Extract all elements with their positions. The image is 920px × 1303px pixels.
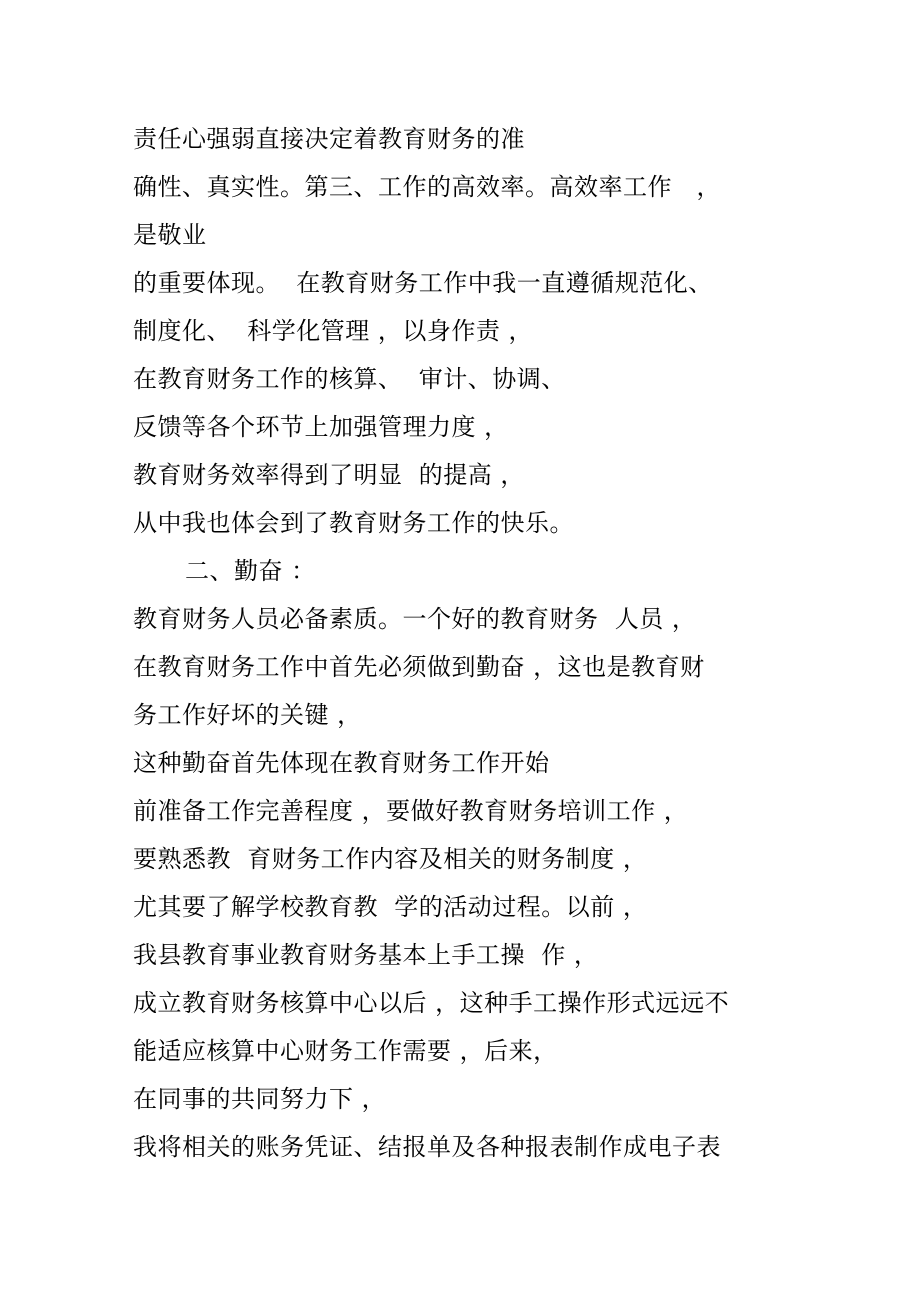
text-line: 我县教育事业教育财务基本上手工操 作 ，: [133, 941, 599, 969]
text-line: 教育财务效率得到了明显 的提高 ，: [133, 461, 525, 489]
text-line: 在教育财务工作的核算、 审计、协调、: [133, 365, 566, 393]
text-line: 责任心强弱直接决定着教育财务的准: [133, 125, 525, 153]
text-line: 是敬业: [133, 221, 207, 249]
text-line: 前准备工作完善程度 ，要做好教育财务培训工作 ，: [133, 797, 689, 825]
text-line: 在教育财务工作中首先必须做到勤奋 ，这也是教育财: [133, 653, 705, 681]
text-line: 尤其要了解学校教育教 学的活动过程。以前 ，: [133, 893, 648, 921]
text-line: 我将相关的账务凭证、结报单及各种报表制作成电子表: [133, 1133, 721, 1161]
text-line: 的重要体现。 在教育财务工作中我一直遵循规范化、: [133, 269, 713, 297]
text-line: 这种勤奋首先体现在教育财务工作开始: [133, 749, 550, 777]
text-line: 能适应核算中心财务工作需要 ，后来，: [133, 1037, 558, 1065]
text-line: 制度化、 科学化管理 ，以身作责 ，: [133, 317, 534, 345]
document-body: [133, 115, 833, 1171]
text-line: 教育财务人员必备素质。一个好的教育财务 人员 ，: [133, 605, 697, 633]
text-line: 反馈等各个环节上加强管理力度 ，: [133, 413, 509, 441]
text-line: 务工作好坏的关键 ，: [133, 701, 362, 729]
text-line: 成立教育财务核算中心以后 ，这种手工操作形式远远不: [133, 989, 730, 1017]
text-line: 从中我也体会到了教育财务工作的快乐。: [133, 509, 574, 537]
text-line: 确性、真实性。第三、工作的高效率。高效率工作 ，: [133, 173, 721, 201]
section-heading: 二、勤奋 ：: [185, 557, 316, 585]
text-line: 要熟悉教 育财务工作内容及相关的财务制度 ，: [133, 845, 648, 873]
text-line: 在同事的共同努力下 ，: [133, 1085, 387, 1113]
